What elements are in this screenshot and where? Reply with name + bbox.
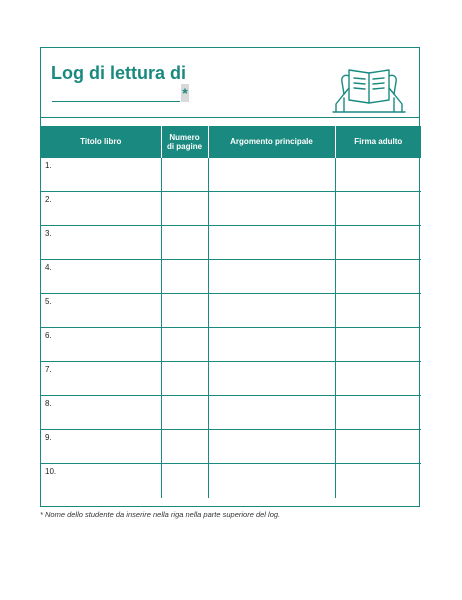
pages-cell[interactable] bbox=[161, 430, 208, 464]
row-number: 3. bbox=[45, 229, 52, 238]
pages-cell[interactable] bbox=[161, 192, 208, 226]
signature-cell[interactable] bbox=[335, 226, 421, 260]
reading-log-table bbox=[41, 126, 421, 498]
table-row bbox=[41, 294, 421, 328]
page-title: Log di lettura di bbox=[51, 63, 186, 83]
student-name-line[interactable] bbox=[52, 101, 180, 102]
topic-cell[interactable] bbox=[208, 464, 335, 498]
topic-cell[interactable] bbox=[208, 192, 335, 226]
topic-cell[interactable] bbox=[208, 396, 335, 430]
row-number: 5. bbox=[45, 297, 52, 306]
title-cell[interactable] bbox=[41, 294, 161, 328]
column-header-title: Titolo libro bbox=[41, 126, 161, 158]
pages-cell[interactable] bbox=[161, 396, 208, 430]
column-header-signature: Firma adulto bbox=[335, 126, 421, 158]
table-row bbox=[41, 430, 421, 464]
table-row bbox=[41, 192, 421, 226]
log-header bbox=[41, 48, 419, 118]
title-cell[interactable] bbox=[41, 362, 161, 396]
title-cell[interactable] bbox=[41, 192, 161, 226]
title-cell[interactable] bbox=[41, 396, 161, 430]
signature-cell[interactable] bbox=[335, 430, 421, 464]
footnote: * Nome dello studente da inserire nella riga nella parte superiore del log. bbox=[40, 510, 281, 519]
topic-cell[interactable] bbox=[208, 226, 335, 260]
table-row bbox=[41, 464, 421, 498]
table-row bbox=[41, 362, 421, 396]
signature-cell[interactable] bbox=[335, 294, 421, 328]
table-row bbox=[41, 396, 421, 430]
topic-cell[interactable] bbox=[208, 362, 335, 396]
pages-cell[interactable] bbox=[161, 226, 208, 260]
row-number: 6. bbox=[45, 331, 52, 340]
row-number: 4. bbox=[45, 263, 52, 272]
signature-cell[interactable] bbox=[335, 328, 421, 362]
title-cell[interactable] bbox=[41, 328, 161, 362]
asterisk-marker: * bbox=[182, 85, 188, 101]
row-number: 10. bbox=[45, 467, 57, 476]
reading-book-icon bbox=[332, 64, 406, 114]
topic-cell[interactable] bbox=[208, 430, 335, 464]
title-cell[interactable] bbox=[41, 430, 161, 464]
table-row bbox=[41, 226, 421, 260]
topic-cell[interactable] bbox=[208, 294, 335, 328]
topic-cell[interactable] bbox=[208, 328, 335, 362]
row-number: 7. bbox=[45, 365, 52, 374]
table-row bbox=[41, 260, 421, 294]
column-header-pages: Numero di pagine bbox=[161, 126, 208, 158]
pages-cell[interactable] bbox=[161, 362, 208, 396]
row-number: 9. bbox=[45, 433, 52, 442]
topic-cell[interactable] bbox=[208, 260, 335, 294]
reading-log-frame bbox=[40, 47, 420, 507]
table-header-row bbox=[41, 126, 421, 158]
pages-cell[interactable] bbox=[161, 158, 208, 192]
column-header-topic: Argomento principale bbox=[208, 126, 335, 158]
pages-cell[interactable] bbox=[161, 260, 208, 294]
pages-cell[interactable] bbox=[161, 464, 208, 498]
signature-cell[interactable] bbox=[335, 362, 421, 396]
row-number: 1. bbox=[45, 161, 52, 170]
signature-cell[interactable] bbox=[335, 464, 421, 498]
title-cell[interactable] bbox=[41, 226, 161, 260]
pages-cell[interactable] bbox=[161, 328, 208, 362]
signature-cell[interactable] bbox=[335, 192, 421, 226]
signature-cell[interactable] bbox=[335, 158, 421, 192]
table-row bbox=[41, 158, 421, 192]
signature-cell[interactable] bbox=[335, 396, 421, 430]
title-cell[interactable] bbox=[41, 260, 161, 294]
signature-cell[interactable] bbox=[335, 260, 421, 294]
topic-cell[interactable] bbox=[208, 158, 335, 192]
title-cell[interactable] bbox=[41, 464, 161, 498]
row-number: 2. bbox=[45, 195, 52, 204]
pages-cell[interactable] bbox=[161, 294, 208, 328]
table-row bbox=[41, 328, 421, 362]
row-number: 8. bbox=[45, 399, 52, 408]
title-cell[interactable] bbox=[41, 158, 161, 192]
